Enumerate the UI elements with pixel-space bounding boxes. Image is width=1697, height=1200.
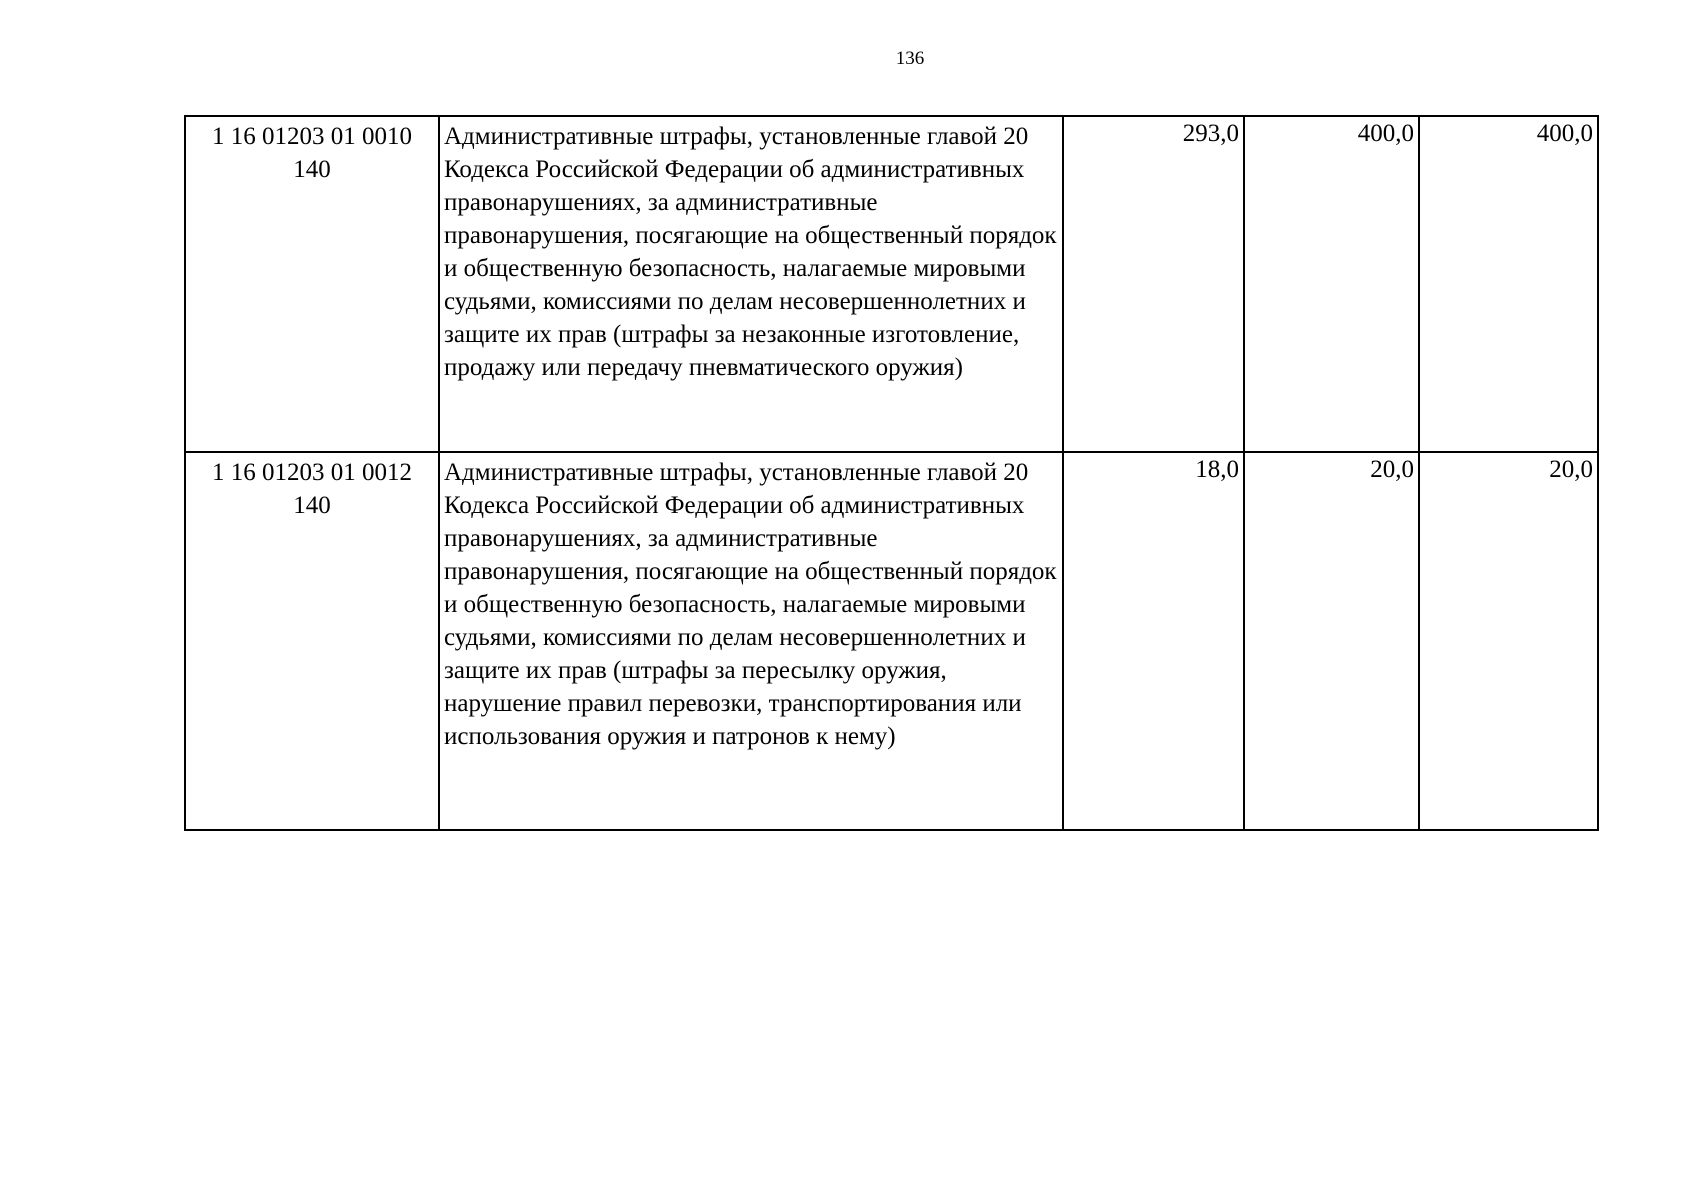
value-cell-1: 18,0 — [1063, 452, 1244, 830]
revenue-code-line1: 1 16 01203 01 0012 — [212, 459, 412, 486]
revenue-code-cell — [185, 452, 439, 830]
value-cell-3: 20,0 — [1419, 452, 1598, 830]
revenue-name-cell: Административные штрафы, установленные главой 20 Кодекса Российской Федерации об административных правонарушениях, за административные правонарушения, посягающие на общественный порядок и общественную безопасность, налагаемые мировыми судьями, комиссиями по делам несовершеннолетних и защите их прав (штрафы за незаконные изготовление, продажу или передачу пневматического оружия) — [439, 116, 1063, 452]
table-row — [185, 452, 1598, 830]
revenue-code-line2: 140 — [293, 156, 331, 183]
value-cell-2: 400,0 — [1244, 116, 1419, 452]
revenue-name-cell: Административные штрафы, установленные главой 20 Кодекса Российской Федерации об административных правонарушениях, за административные правонарушения, посягающие на общественный порядок и общественную безопасность, налагаемые мировыми судьями, комиссиями по делам несовершеннолетних и защите их прав (штрафы за пересылку оружия, нарушение правил перевозки, транспортирования или использования оружия и патронов к нему) — [439, 452, 1063, 830]
table-row — [185, 116, 1598, 452]
revenue-code-line1: 1 16 01203 01 0010 — [212, 123, 412, 150]
budget-revenue-table — [184, 115, 1599, 831]
revenue-code-cell — [185, 116, 439, 452]
page-number: 136 — [895, 48, 925, 69]
value-cell-1: 293,0 — [1063, 116, 1244, 452]
value-cell-2: 20,0 — [1244, 452, 1419, 830]
value-cell-3: 400,0 — [1419, 116, 1598, 452]
revenue-code-line2: 140 — [293, 492, 331, 519]
